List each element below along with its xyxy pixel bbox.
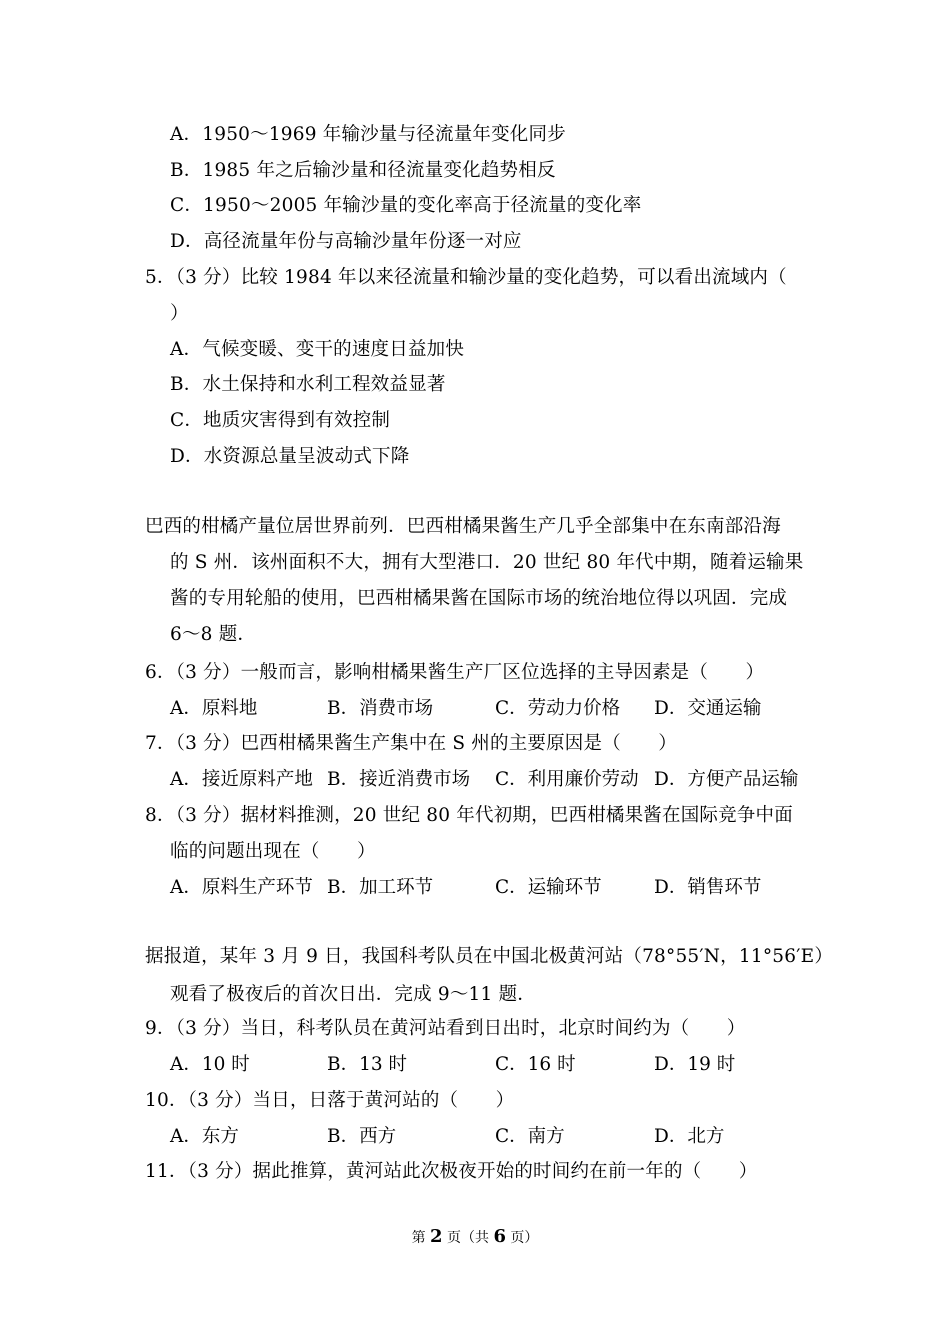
- footer-suffix: 页）: [505, 1230, 539, 1246]
- q7-option-a: A．接近原料产地: [170, 769, 313, 790]
- q10-option-d: D．北方: [654, 1126, 725, 1147]
- q5-stem-cont: ）: [170, 303, 189, 324]
- q9-option-d: D．19 时: [654, 1054, 736, 1075]
- q7-option-b: B．接近消费市场: [327, 769, 471, 790]
- q6-option-c: C．劳动力价格: [495, 698, 621, 719]
- q5-option-b: B．水土保持和水利工程效益显著: [170, 374, 446, 395]
- passage2-line: 据报道，某年 3 月 9 日，我国科考队员在中国北极黄河站（78°55′N，11°56′E）: [145, 946, 834, 967]
- passage1-line: 的 S 州．该州面积不大，拥有大型港口．20 世纪 80 年代中期，随着运输果: [170, 552, 804, 573]
- q8-option-d: D．销售环节: [654, 877, 762, 898]
- q5-stem: 5．（3 分）比较 1984 年以来径流量和输沙量的变化趋势，可以看出流域内（: [145, 267, 787, 288]
- q9-option-b: B．13 时: [327, 1054, 408, 1075]
- q10-option-c: C．南方: [495, 1126, 565, 1147]
- q4-option-a: A．1950～1969 年输沙量与径流量年变化同步: [170, 124, 566, 145]
- q10-option-a: A．东方: [170, 1126, 239, 1147]
- page-footer: [0, 1227, 950, 1248]
- q8-stem: 8．（3 分）据材料推测，20 世纪 80 年代初期，巴西柑橘果酱在国际竞争中面: [145, 805, 793, 826]
- q9-option-a: A．10 时: [170, 1054, 250, 1075]
- q8-option-a: A．原料生产环节: [170, 877, 313, 898]
- q4-option-b: B．1985 年之后输沙量和径流量变化趋势相反: [170, 160, 556, 181]
- q10-stem: 10．（3 分）当日，日落于黄河站的（ ）: [145, 1090, 515, 1111]
- footer-page-number: 2: [430, 1226, 443, 1247]
- q8-option-b: B．加工环节: [327, 877, 434, 898]
- q5-option-a: A．气候变暖、变干的速度日益加快: [170, 339, 465, 360]
- q8-stem-cont: 临的问题出现在（ ）: [170, 841, 376, 862]
- q5-option-d: D．水资源总量呈波动式下降: [170, 446, 410, 467]
- q6-stem: 6．（3 分）一般而言，影响柑橘果酱生产厂区位选择的主导因素是（ ）: [145, 662, 765, 683]
- q6-option-a: A．原料地: [170, 698, 258, 719]
- footer-prefix: 第: [411, 1230, 431, 1246]
- q4-option-d: D．高径流量年份与高输沙量年份逐一对应: [170, 231, 522, 252]
- passage1-line: 6～8 题．: [170, 624, 257, 645]
- q6-option-b: B．消费市场: [327, 698, 434, 719]
- footer-middle: 页（共: [442, 1230, 494, 1246]
- q11-stem: 11．（3 分）据此推算，黄河站此次极夜开始的时间约在前一年的（ ）: [145, 1161, 758, 1182]
- q9-option-c: C．16 时: [495, 1054, 576, 1075]
- passage1-line: 巴西的柑橘产量位居世界前列．巴西柑橘果酱生产几乎全部集中在东南部沿海: [145, 516, 781, 537]
- q8-option-c: C．运输环节: [495, 877, 602, 898]
- q7-option-d: D．方便产品运输: [654, 769, 799, 790]
- q5-option-c: C．地质灾害得到有效控制: [170, 410, 391, 431]
- footer-total-pages: 6: [493, 1226, 506, 1247]
- q6-option-d: D．交通运输: [654, 698, 762, 719]
- q7-option-c: C．利用廉价劳动: [495, 769, 639, 790]
- passage2-line: 观看了极夜后的首次日出．完成 9～11 题．: [170, 984, 536, 1005]
- passage1-line: 酱的专用轮船的使用，巴西柑橘果酱在国际市场的统治地位得以巩固．完成: [170, 588, 788, 609]
- q10-option-b: B．西方: [327, 1126, 397, 1147]
- q7-stem: 7．（3 分）巴西柑橘果酱生产集中在 S 州的主要原因是（ ）: [145, 733, 678, 754]
- q9-stem: 9．（3 分）当日，科考队员在黄河站看到日出时，北京时间约为（ ）: [145, 1018, 746, 1039]
- q4-option-c: C．1950～2005 年输沙量的变化率高于径流量的变化率: [170, 195, 642, 216]
